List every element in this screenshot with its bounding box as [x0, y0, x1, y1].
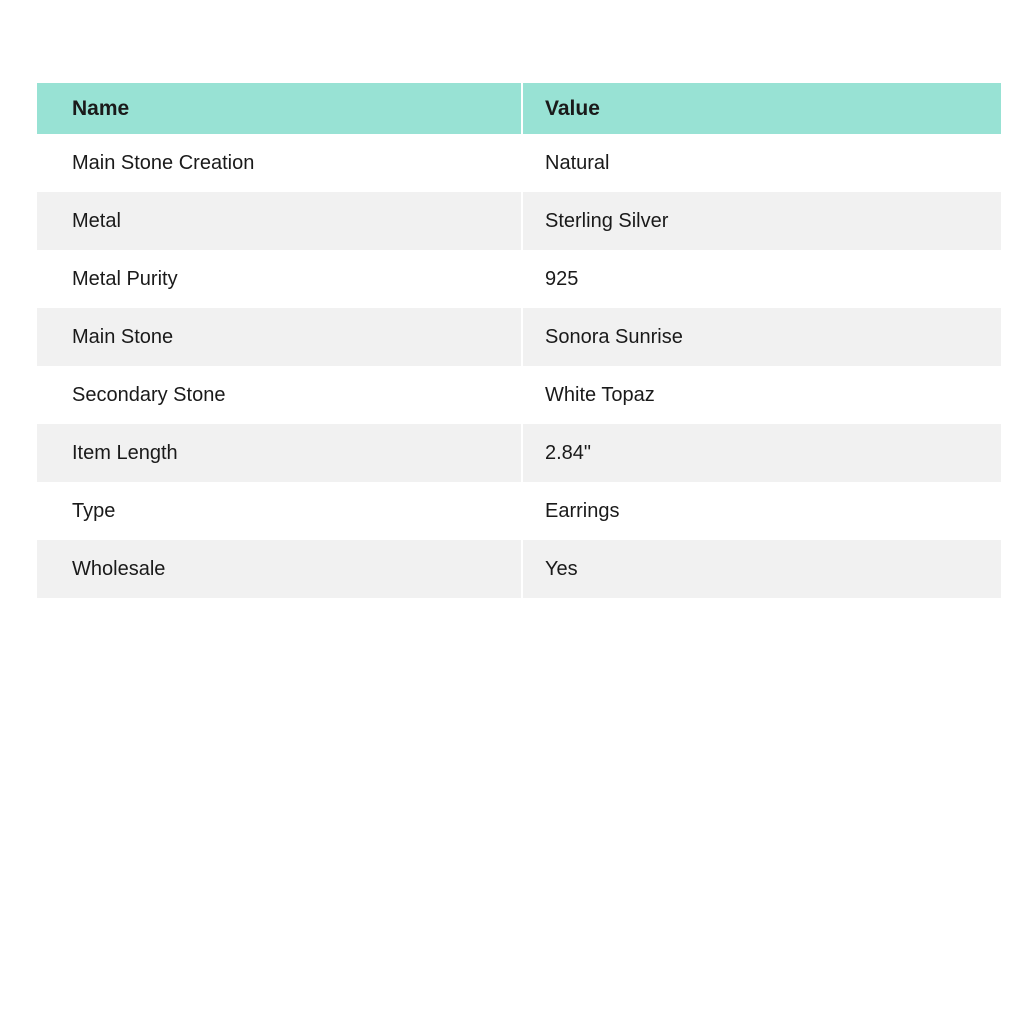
table-row — [37, 366, 1001, 424]
table-row — [37, 308, 1001, 366]
row-name: Secondary Stone — [37, 366, 523, 424]
row-name: Metal Purity — [37, 250, 523, 308]
row-name: Main Stone Creation — [37, 134, 523, 192]
table-header-row — [37, 83, 1001, 134]
row-value: 2.84" — [545, 441, 592, 464]
column-header-name: Name — [37, 83, 523, 134]
row-value: Natural — [545, 151, 610, 174]
row-name: Type — [37, 482, 523, 540]
table-row — [37, 134, 1001, 192]
row-value: Sterling Silver — [545, 209, 669, 232]
row-name: Item Length — [37, 424, 523, 482]
row-value: White Topaz — [545, 383, 655, 406]
row-name: Wholesale — [37, 540, 523, 598]
row-name: Main Stone — [37, 308, 523, 366]
table-row — [37, 250, 1001, 308]
row-value: Sonora Sunrise — [545, 325, 683, 348]
column-header-value: Value — [545, 96, 600, 120]
table-row — [37, 540, 1001, 598]
table-row — [37, 192, 1001, 250]
row-name: Metal — [37, 192, 523, 250]
table-row — [37, 424, 1001, 482]
row-value: Earrings — [545, 499, 620, 522]
row-value: 925 — [545, 267, 579, 290]
table-row — [37, 482, 1001, 540]
product-spec-table — [37, 83, 1001, 598]
row-value: Yes — [545, 557, 578, 580]
